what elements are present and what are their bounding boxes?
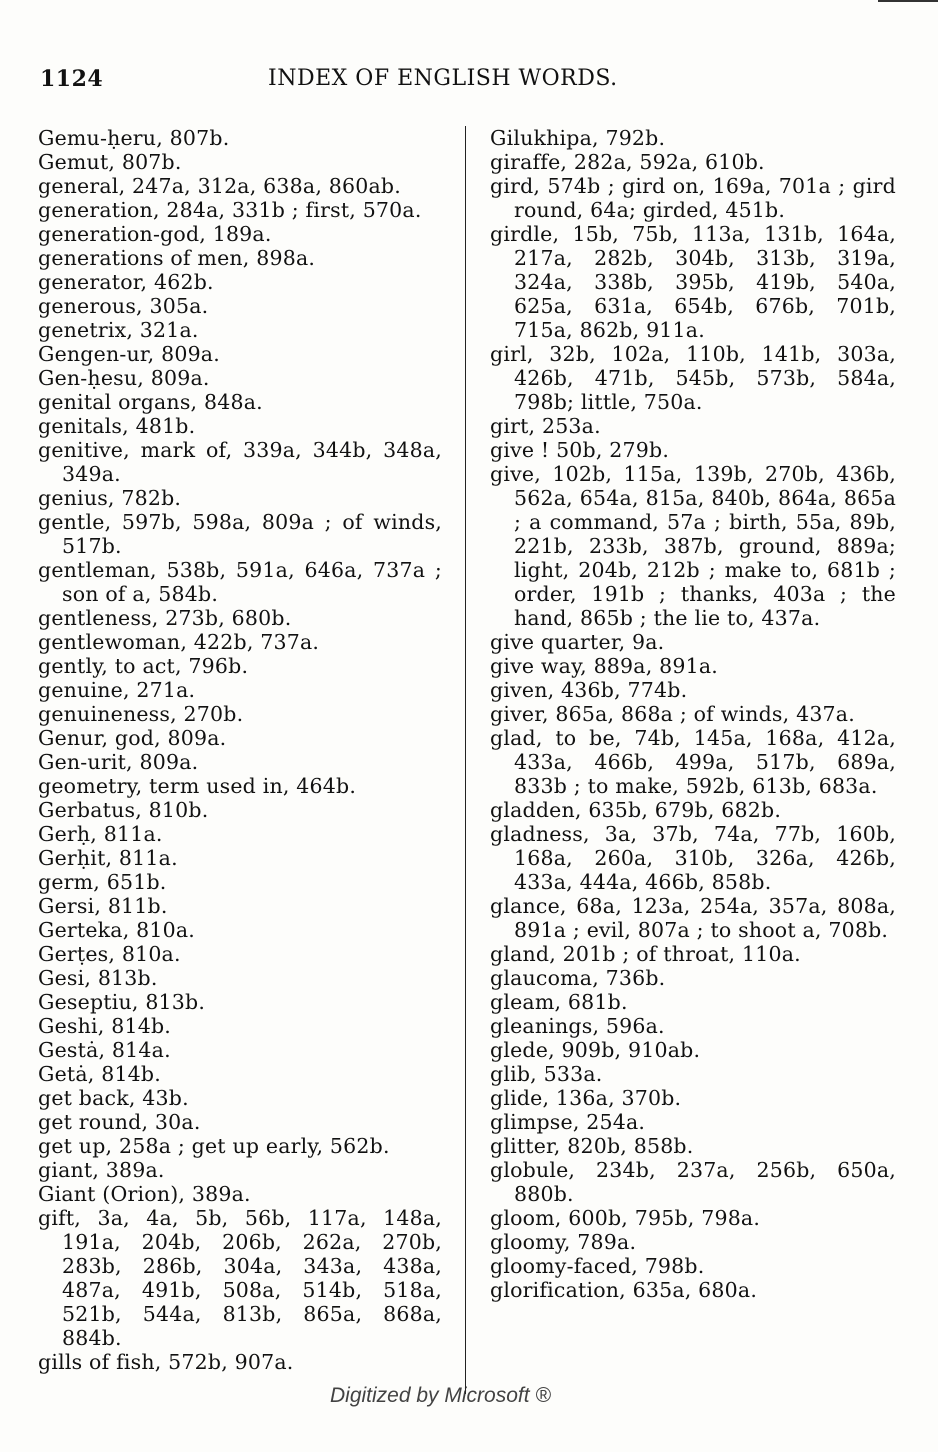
index-entry: Getȧ, 814b.: [38, 1062, 161, 1086]
index-entry: globule, 234b, 237a, 256b, 650a, 880b.: [490, 1158, 896, 1206]
index-entry: gladness, 3a, 37b, 74a, 77b, 160b, 168a, 260a, 310b, 326a, 426b, 433a, 444a, 466b, 858b.: [490, 822, 896, 894]
index-entry: Geseptiu, 813b.: [38, 990, 206, 1014]
page-number: 1124: [40, 66, 104, 92]
index-entry: glib, 533a.: [490, 1062, 603, 1086]
index-entry: Gerḥ, 811a.: [38, 822, 163, 846]
running-title: INDEX OF ENGLISH WORDS.: [268, 66, 618, 91]
index-entry: generator, 462b.: [38, 270, 214, 294]
index-entry: give, 102b, 115a, 139b, 270b, 436b, 562a, 654a, 815a, 840b, 864a, 865a ; a command, 57a ; birth, 55a, 89b, 221b, 233b, 387b, ground, 889a; light, 204b, 212b ; make to, 681b ; order, 191b ; thanks, 403a ; the hand, 865b ; the lie to, 437a.: [490, 462, 896, 630]
index-entry: given, 436b, 774b.: [490, 678, 688, 702]
index-entry: germ, 651b.: [38, 870, 167, 894]
index-entry: give way, 889a, 891a.: [490, 654, 719, 678]
index-entry: generation-god, 189a.: [38, 222, 272, 246]
index-entry: gladden, 635b, 679b, 682b.: [490, 798, 782, 822]
index-entry: Gesi, 813b.: [38, 966, 158, 990]
index-entry: genitals, 481b.: [38, 414, 196, 438]
index-entry: generations of men, 898a.: [38, 246, 316, 270]
index-entry: gentleman, 538b, 591a, 646a, 737a ; son of a, 584b.: [38, 558, 442, 606]
top-rule: [878, 0, 938, 2]
left-column: [38, 126, 442, 1374]
index-entry: giver, 865a, 868a ; of winds, 437a.: [490, 702, 855, 726]
digitization-watermark: Digitized by Microsoft ®: [330, 1384, 551, 1407]
index-entry: gloomy, 789a.: [490, 1230, 637, 1254]
page-header: [40, 66, 900, 100]
index-entry: geometry, term used in, 464b.: [38, 774, 357, 798]
index-entry: genuineness, 270b.: [38, 702, 244, 726]
index-entry: gentle, 597b, 598a, 809a ; of winds, 517b.: [38, 510, 442, 558]
right-column: [490, 126, 896, 1302]
index-entry: give quarter, 9a.: [490, 630, 665, 654]
index-entry: Geshi, 814b.: [38, 1014, 171, 1038]
index-entry: giraffe, 282a, 592a, 610b.: [490, 150, 765, 174]
index-entry: Genur, god, 809a.: [38, 726, 227, 750]
index-entry: gills of fish, 572b, 907a.: [38, 1350, 294, 1374]
index-entry: glorification, 635a, 680a.: [490, 1278, 758, 1302]
index-entry: generation, 284a, 331b ; first, 570a.: [38, 198, 422, 222]
index-entry: giant, 389a.: [38, 1158, 165, 1182]
column-divider: [465, 126, 466, 1394]
index-entry: gloom, 600b, 795b, 798a.: [490, 1206, 761, 1230]
index-entry: gleam, 681b.: [490, 990, 628, 1014]
index-entry: gently, to act, 796b.: [38, 654, 249, 678]
index-entry: Gestȧ, 814a.: [38, 1038, 171, 1062]
index-entry: glitter, 820b, 858b.: [490, 1134, 694, 1158]
index-entry: gland, 201b ; of throat, 110a.: [490, 942, 801, 966]
index-entry: get back, 43b.: [38, 1086, 189, 1110]
index-entry: gift, 3a, 4a, 5b, 56b, 117a, 148a, 191a, 204b, 206b, 262a, 270b, 283b, 286b, 304a, 343a, 438a, 487a, 491b, 508a, 514b, 518a, 521b, 544a, 813b, 865a, 868a, 884b.: [38, 1206, 442, 1350]
index-entry: general, 247a, 312a, 638a, 860ab.: [38, 174, 401, 198]
index-entry: gird, 574b ; gird on, 169a, 701a ; gird round, 64a; girded, 451b.: [490, 174, 896, 222]
index-entry: Gemut, 807b.: [38, 150, 182, 174]
index-entry: Gemu-ḥeru, 807b.: [38, 126, 230, 150]
index-entry: Gengen-ur, 809a.: [38, 342, 220, 366]
index-entry: genitive, mark of, 339a, 344b, 348a, 349a.: [38, 438, 442, 486]
index-entry: gentleness, 273b, 680b.: [38, 606, 292, 630]
index-entry: genuine, 271a.: [38, 678, 196, 702]
index-entry: Gen-ḥesu, 809a.: [38, 366, 210, 390]
index-entry: give ! 50b, 279b.: [490, 438, 670, 462]
index-entry: get round, 30a.: [38, 1110, 201, 1134]
index-entry: girl, 32b, 102a, 110b, 141b, 303a, 426b, 471b, 545b, 573b, 584a, 798b; little, 750a.: [490, 342, 896, 414]
index-entry: gloomy-faced, 798b.: [490, 1254, 705, 1278]
index-entry: genetrix, 321a.: [38, 318, 199, 342]
index-entry: glad, to be, 74b, 145a, 168a, 412a, 433a, 466b, 499a, 517b, 689a, 833b ; to make, 592b, 613b, 683a.: [490, 726, 896, 798]
index-entry: Gilukhipa, 792b.: [490, 126, 666, 150]
index-entry: glance, 68a, 123a, 254a, 357a, 808a, 891a ; evil, 807a ; to shoot a, 708b.: [490, 894, 896, 942]
index-entry: glede, 909b, 910ab.: [490, 1038, 701, 1062]
index-entry: genital organs, 848a.: [38, 390, 263, 414]
index-entry: gleanings, 596a.: [490, 1014, 665, 1038]
index-entry: glide, 136a, 370b.: [490, 1086, 682, 1110]
index-entry: girt, 253a.: [490, 414, 601, 438]
index-entry: gentlewoman, 422b, 737a.: [38, 630, 320, 654]
index-entry: Gerṭes, 810a.: [38, 942, 181, 966]
index-entry: glaucoma, 736b.: [490, 966, 666, 990]
index-entry: Gerteka, 810a.: [38, 918, 196, 942]
index-entry: generous, 305a.: [38, 294, 209, 318]
index-entry: get up, 258a ; get up early, 562b.: [38, 1134, 390, 1158]
index-entry: Gerḥit, 811a.: [38, 846, 178, 870]
index-entry: Gersi, 811b.: [38, 894, 168, 918]
index-entry: Giant (Orion), 389a.: [38, 1182, 251, 1206]
index-entry: Gerbatus, 810b.: [38, 798, 209, 822]
index-entry: Gen-urit, 809a.: [38, 750, 199, 774]
index-entry: girdle, 15b, 75b, 113a, 131b, 164a, 217a, 282b, 304b, 313b, 319a, 324a, 338b, 395b, 419b, 540a, 625a, 631a, 654b, 676b, 701b, 715a, 862b, 911a.: [490, 222, 896, 342]
index-entry: glimpse, 254a.: [490, 1110, 646, 1134]
index-entry: genius, 782b.: [38, 486, 182, 510]
